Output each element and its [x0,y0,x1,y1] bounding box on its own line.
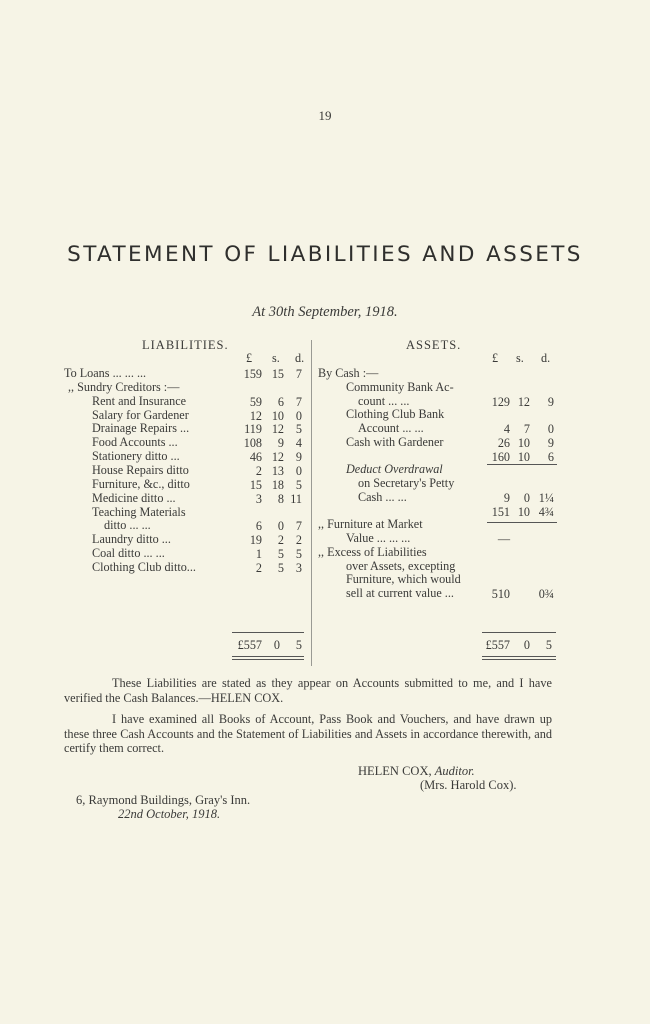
asset-row-shillings: 10 [517,449,530,464]
liab-row-pounds: 2 [255,560,262,575]
asset-row-pence: 6 [547,449,554,464]
asset-shilling-header: s. [516,351,524,365]
liab-total-top-rule [232,632,304,633]
liab-row-label: Coal ditto ... ... [92,546,165,561]
assets-heading: ASSETS. [406,338,462,352]
liab-row-label: Salary for Gardener [92,407,189,422]
liab-row-pence: 5 [295,547,302,562]
liab-pence-header: d. [295,351,305,365]
liab-row-label: House Repairs ditto [92,462,189,477]
liab-row-shillings: 0 [277,519,284,534]
asset-row-label: Clothing Club Bank [346,407,445,422]
liab-row-pounds: 108 [243,436,262,451]
signature-line [358,765,475,779]
asset-row-pence: 0 [547,422,554,436]
asset-total-double-rule [482,659,556,660]
asset-total-shillings: 0 [523,638,530,652]
asset-row-label: ,, Furniture at Market [318,517,423,532]
asset-row-pounds: — [497,532,510,546]
statement-date: At 30th September, 1918. [252,304,398,320]
liab-row-shillings: 12 [271,450,284,465]
asset-row-pounds: 510 [491,587,510,601]
liab-row-pounds: 159 [243,367,262,381]
asset-row-shillings: 12 [517,394,530,409]
signature-name: HELEN COX, [358,764,432,778]
asset-row-pounds: 9 [503,490,510,505]
liab-row-shillings: 12 [271,422,284,437]
liab-row-label: ditto ... ... [104,518,151,533]
liab-row-shillings: 18 [271,477,284,492]
signature-note: (Mrs. Harold Cox). [420,778,517,792]
asset-row-pounds: 4 [503,422,510,436]
liab-total-bottom-rule [232,656,304,657]
liab-row-pence: 4 [295,436,302,451]
asset-row-shillings: 7 [523,422,530,436]
asset-row-shillings: 10 [517,435,530,450]
asset-row-pence: 9 [547,435,554,450]
liabilities-heading: LIABILITIES. [142,338,229,352]
asset-row-shillings: 0 [523,490,530,505]
asset-row-label: Value ... ... ... [346,531,411,545]
liab-row-pounds: 3 [255,491,262,506]
liab-row-label: Stationery ditto ... [92,449,180,464]
liab-shilling-header: s. [272,351,280,365]
liab-row-pounds: 46 [249,450,262,465]
asset-row-label: By Cash :— [318,366,379,380]
liab-row-pence: 7 [295,519,302,534]
asset-row-label: on Secretary's Petty [358,476,455,490]
liab-row-shillings: 10 [271,408,284,423]
liab-row-pence: 5 [295,477,302,492]
liab-row-shillings: 6 [277,394,284,409]
asset-row-pounds: 129 [491,394,510,409]
liab-row-pounds: 15 [249,477,262,492]
liab-row-pence: 7 [295,367,302,381]
liab-row-pence: 0 [295,408,302,423]
liab-row-label: Clothing Club ditto... [92,559,196,574]
liab-row-label: Rent and Insurance [92,393,187,408]
liab-row-label: Food Accounts ... [92,435,178,450]
asset-row-label: Deduct Overdrawal [346,462,443,477]
address: 6, Raymond Buildings, Gray's Inn. [76,793,251,807]
liab-row-pounds: 119 [244,422,262,437]
asset-row-pounds: 160 [491,449,510,464]
asset-total-pounds: £557 [485,638,510,652]
liab-row-shillings: 9 [277,436,284,451]
asset-row-pence: 1¼ [538,490,554,505]
liab-row-shillings: 2 [277,533,284,548]
liab-row-pence: 9 [295,450,302,465]
liab-row-shillings: 15 [271,367,284,381]
signed-date: 22nd October, 1918. [118,807,221,821]
liab-row-pounds: 12 [249,408,262,423]
column-divider [311,340,312,666]
asset-net-rule [487,522,557,523]
asset-total-bottom-rule [482,656,556,657]
asset-total-top-rule [482,632,556,633]
liab-row-label: Drainage Repairs ... [92,421,190,436]
asset-subtotal-rule [487,464,557,465]
asset-pence-header: d. [541,351,551,365]
liab-row-label: ,, Sundry Creditors :— [68,379,180,394]
asset-row-label: Furniture, which would [346,572,461,587]
liab-row-shillings: 8 [277,491,284,506]
asset-row-label: ,, Excess of Liabilities [318,544,427,559]
signature-role: Auditor. [434,764,475,778]
page-title: STATEMENT OF LIABILITIES AND ASSETS [67,242,583,267]
liab-row-pence: 7 [295,394,302,409]
liab-row-shillings: 13 [271,463,284,478]
asset-row-label: sell at current value ... [346,586,454,600]
verification-paragraph: These Liabilities are stated as they appear on Accounts submitted to me, and I have verified the Cash Balances.—HELEN COX. [64,676,552,705]
liab-row-shillings: 5 [277,560,284,575]
liab-row-pence: 2 [295,533,302,548]
liab-row-pence: 11 [290,491,302,506]
asset-row-label: count ... ... [358,393,410,408]
asset-row-label: Cash ... ... [358,489,407,504]
asset-row-label: Account ... ... [358,421,424,435]
asset-row-pounds: 151 [491,504,510,519]
liab-row-pence: 3 [295,560,302,575]
asset-row-pounds: 26 [497,435,510,450]
liab-total-double-rule [232,659,304,660]
liab-row-label: Medicine ditto ... [92,490,176,505]
liab-row-pounds: 6 [255,519,262,534]
asset-row-pence: 9 [547,394,554,409]
liab-row-pounds: 59 [249,394,262,409]
asset-total-pence: 5 [545,638,552,652]
page-number: 19 [318,108,332,123]
asset-row-shillings: 10 [517,504,530,519]
asset-pound-header: £ [492,351,499,365]
asset-row-pence: 0¾ [538,587,554,601]
liab-row-pence: 5 [295,422,302,437]
liab-row-pounds: 1 [255,547,262,562]
liab-total-pence: 5 [295,638,302,652]
liab-row-label: Teaching Materials [92,504,186,519]
liab-row-pounds: 19 [249,533,262,548]
asset-row-pence: 4¾ [538,504,554,519]
liab-row-pence: 0 [295,463,302,478]
liab-total-pounds: £557 [237,638,262,652]
asset-row-label: Community Bank Ac- [346,379,454,394]
liab-row-label: To Loans ... ... ... [64,366,147,380]
liab-row-label: Laundry ditto ... [92,532,171,547]
certification-paragraph: I have examined all Books of Account, Pass Book and Vouchers, and have drawn up these three Cash Accounts and the Statement of Liabilities and Assets in accordance therewith, and certify them correct. [64,712,552,755]
liab-pound-header: £ [246,351,253,365]
liab-row-label: Furniture, &c., ditto [92,476,190,491]
liab-total-shillings: 0 [273,638,280,652]
asset-row-label: over Assets, excepting [346,558,456,573]
liab-row-shillings: 5 [277,547,284,562]
liab-row-pounds: 2 [255,463,262,478]
asset-row-label: Cash with Gardener [346,434,444,449]
